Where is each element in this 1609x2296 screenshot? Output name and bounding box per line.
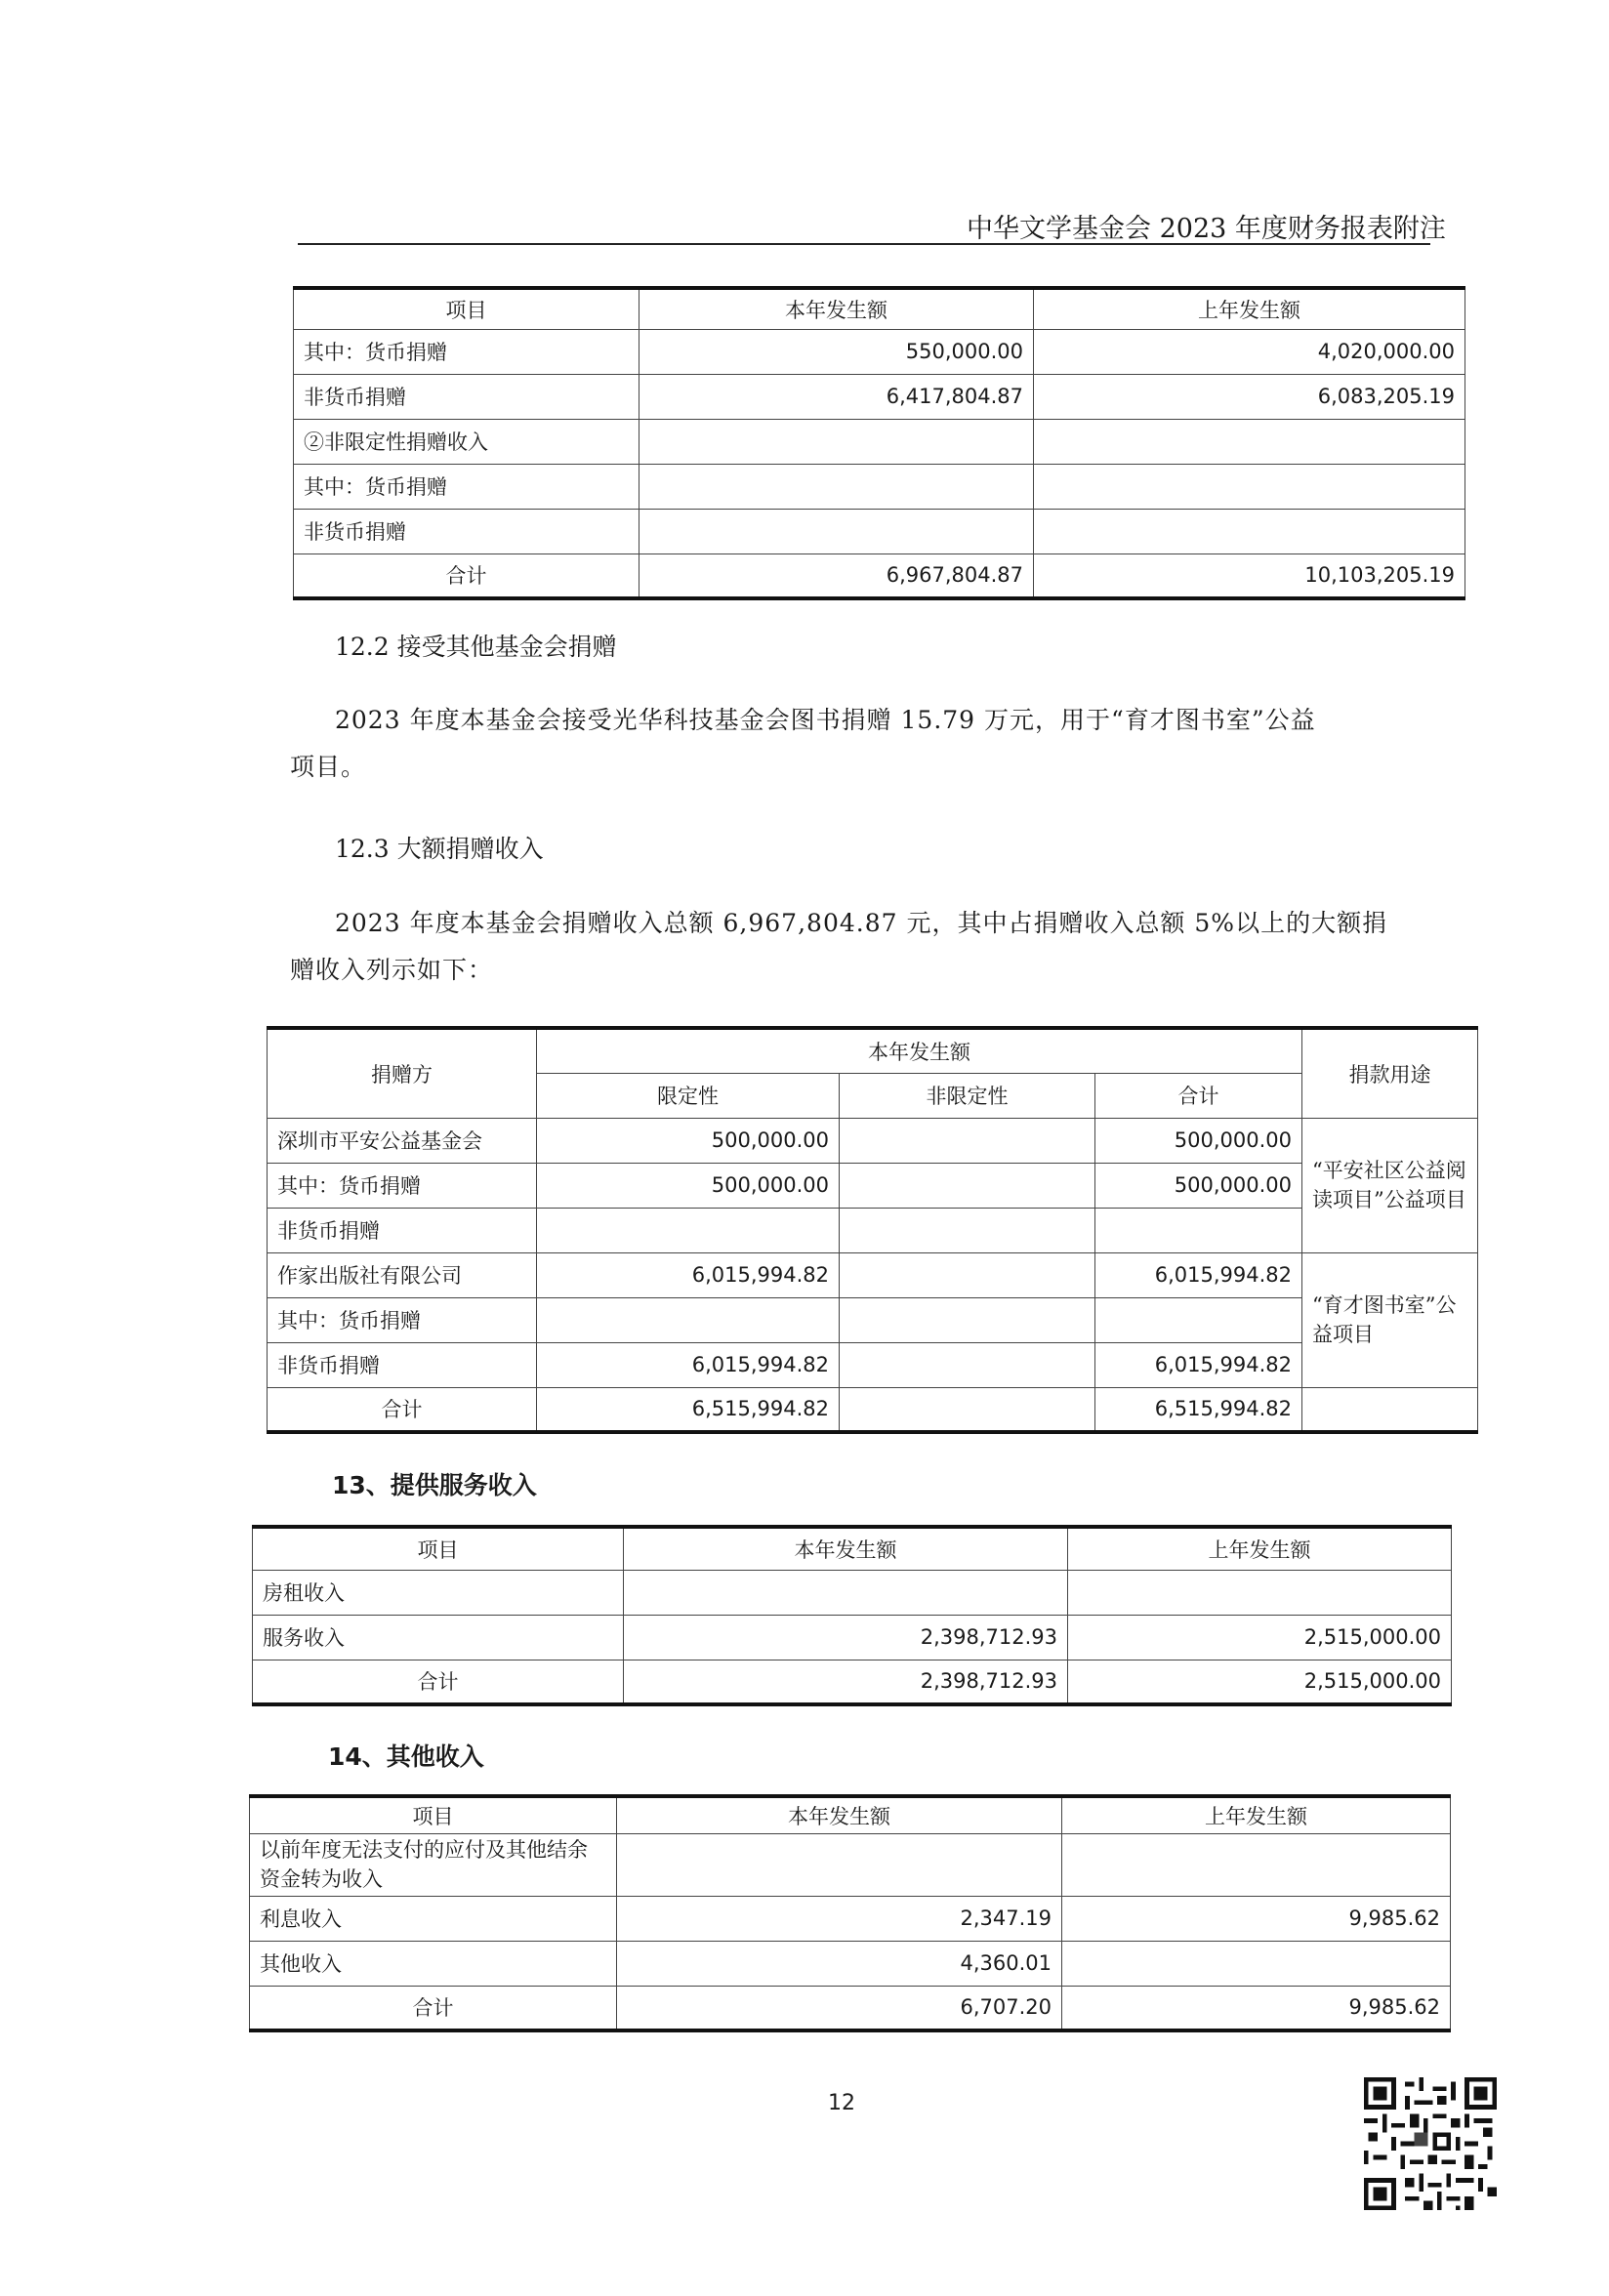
col-header-donor: 捐赠方	[268, 1028, 537, 1118]
donor-name: 作家出版社有限公司	[268, 1252, 537, 1297]
table-row	[294, 419, 1465, 464]
total-current-year: 2,398,712.93	[624, 1660, 1068, 1704]
unrestricted-value	[840, 1118, 1095, 1163]
total-label: 合计	[253, 1660, 624, 1704]
total-unrestricted	[840, 1387, 1095, 1432]
prior-year-value	[1034, 419, 1465, 464]
prior-year-value	[1068, 1570, 1452, 1615]
section-heading-12-2: 12.2 接受其他基金会捐赠	[335, 633, 617, 661]
current-year-value	[639, 464, 1034, 509]
prior-year-value: 9,985.62	[1062, 1896, 1451, 1941]
large-donations-table	[267, 1026, 1478, 1434]
row-label: 利息收入	[250, 1896, 617, 1941]
table-row	[268, 1163, 1478, 1208]
row-label: 其中：货币捐赠	[294, 464, 639, 509]
table-row	[253, 1615, 1452, 1660]
section-heading-13: 13、提供服务收入	[332, 1471, 537, 1499]
qr-code-icon	[1364, 2077, 1497, 2210]
unrestricted-value	[840, 1342, 1095, 1387]
unrestricted-value	[840, 1252, 1095, 1297]
row-label: ②非限定性捐赠收入	[294, 419, 639, 464]
current-year-value	[624, 1570, 1068, 1615]
donor-name: 其中：货币捐赠	[268, 1297, 537, 1342]
table-row	[294, 464, 1465, 509]
unrestricted-value	[840, 1297, 1095, 1342]
table-row	[294, 509, 1465, 554]
unrestricted-value	[840, 1163, 1095, 1208]
subtotal-value	[1095, 1208, 1302, 1252]
total-label: 合计	[294, 554, 639, 598]
restricted-value: 6,015,994.82	[537, 1252, 840, 1297]
table-row	[268, 1297, 1478, 1342]
current-year-value: 550,000.00	[639, 329, 1034, 374]
total-purpose	[1302, 1387, 1478, 1432]
total-prior-year: 10,103,205.19	[1034, 554, 1465, 598]
total-label: 合计	[250, 1986, 617, 2030]
service-income-table	[252, 1525, 1452, 1706]
subtotal-value: 500,000.00	[1095, 1118, 1302, 1163]
col-header-subtotal: 合计	[1095, 1073, 1302, 1118]
current-year-value	[639, 419, 1034, 464]
row-label: 房租收入	[253, 1570, 624, 1615]
prior-year-value	[1034, 509, 1465, 554]
unrestricted-value	[840, 1208, 1095, 1252]
col-header-current-year: 本年发生额	[639, 288, 1034, 329]
table-row	[294, 329, 1465, 374]
col-header-item: 项目	[253, 1527, 624, 1570]
donation-purpose: “平安社区公益阅读项目”公益项目	[1302, 1118, 1478, 1252]
table-row	[250, 1896, 1451, 1941]
col-header-item: 项目	[250, 1796, 617, 1833]
total-prior-year: 2,515,000.00	[1068, 1660, 1452, 1704]
section-heading-14: 14、其他收入	[328, 1742, 484, 1771]
donation-income-table	[293, 286, 1465, 600]
paragraph-12-3-line2: 赠收入列示如下：	[290, 956, 494, 984]
total-label: 合计	[268, 1387, 537, 1432]
total-restricted: 6,515,994.82	[537, 1387, 840, 1432]
col-header-restricted: 限定性	[537, 1073, 840, 1118]
total-current-year: 6,707.20	[617, 1986, 1062, 2030]
total-row	[253, 1660, 1452, 1704]
col-header-current-year: 本年发生额	[617, 1796, 1062, 1833]
page-number: 12	[828, 2091, 855, 2115]
restricted-value: 500,000.00	[537, 1163, 840, 1208]
prior-year-value	[1062, 1833, 1451, 1896]
col-header-current-year: 本年发生额	[624, 1527, 1068, 1570]
current-year-value: 2,347.19	[617, 1896, 1062, 1941]
current-year-value	[639, 509, 1034, 554]
prior-year-value	[1034, 464, 1465, 509]
prior-year-value: 2,515,000.00	[1068, 1615, 1452, 1660]
restricted-value	[537, 1208, 840, 1252]
page-header-title: 中华文学基金会 2023 年度财务报表附注	[967, 214, 1446, 244]
subtotal-value: 500,000.00	[1095, 1163, 1302, 1208]
paragraph-12-2-line2: 项目。	[290, 753, 367, 781]
paragraph-12-2-line1: 2023 年度本基金会接受光华科技基金会图书捐赠 15.79 万元，用于“育才图书室”公益	[335, 706, 1316, 734]
col-header-unrestricted: 非限定性	[840, 1073, 1095, 1118]
table-row	[253, 1570, 1452, 1615]
total-row	[250, 1986, 1451, 2030]
subtotal-value: 6,015,994.82	[1095, 1342, 1302, 1387]
subtotal-value: 6,015,994.82	[1095, 1252, 1302, 1297]
current-year-value	[617, 1833, 1062, 1896]
total-row	[268, 1387, 1478, 1432]
current-year-value: 2,398,712.93	[624, 1615, 1068, 1660]
donor-name: 其中：货币捐赠	[268, 1163, 537, 1208]
total-prior-year: 9,985.62	[1062, 1986, 1451, 2030]
table-row	[268, 1208, 1478, 1252]
current-year-value: 6,417,804.87	[639, 374, 1034, 419]
other-income-table	[249, 1794, 1451, 2032]
row-label: 非货币捐赠	[294, 374, 639, 419]
prior-year-value	[1062, 1941, 1451, 1986]
header-rule	[298, 243, 1430, 245]
restricted-value	[537, 1297, 840, 1342]
total-row	[294, 554, 1465, 598]
subtotal-value	[1095, 1297, 1302, 1342]
row-label: 服务收入	[253, 1615, 624, 1660]
donor-name: 非货币捐赠	[268, 1208, 537, 1252]
paragraph-12-3-line1: 2023 年度本基金会捐赠收入总额 6,967,804.87 元，其中占捐赠收入总额 5%以上的大额捐	[335, 909, 1388, 937]
table-row	[268, 1342, 1478, 1387]
total-subtotal: 6,515,994.82	[1095, 1387, 1302, 1432]
donation-purpose: “育才图书室”公益项目	[1302, 1252, 1478, 1387]
table-row	[250, 1833, 1451, 1896]
table-row	[294, 374, 1465, 419]
col-header-purpose: 捐款用途	[1302, 1028, 1478, 1118]
col-header-prior-year: 上年发生额	[1068, 1527, 1452, 1570]
col-header-item: 项目	[294, 288, 639, 329]
restricted-value: 6,015,994.82	[537, 1342, 840, 1387]
total-current-year: 6,967,804.87	[639, 554, 1034, 598]
donor-name: 非货币捐赠	[268, 1342, 537, 1387]
table-row	[268, 1118, 1478, 1163]
restricted-value: 500,000.00	[537, 1118, 840, 1163]
row-label: 非货币捐赠	[294, 509, 639, 554]
row-label: 以前年度无法支付的应付及其他结余资金转为收入	[250, 1833, 617, 1896]
col-header-current-year-group: 本年发生额	[537, 1028, 1302, 1073]
prior-year-value: 4,020,000.00	[1034, 329, 1465, 374]
section-heading-12-3: 12.3 大额捐赠收入	[335, 835, 544, 863]
row-label: 其中：货币捐赠	[294, 329, 639, 374]
table-row	[250, 1941, 1451, 1986]
row-label: 其他收入	[250, 1941, 617, 1986]
current-year-value: 4,360.01	[617, 1941, 1062, 1986]
col-header-prior-year: 上年发生额	[1034, 288, 1465, 329]
table-row	[268, 1252, 1478, 1297]
donor-name: 深圳市平安公益基金会	[268, 1118, 537, 1163]
prior-year-value: 6,083,205.19	[1034, 374, 1465, 419]
col-header-prior-year: 上年发生额	[1062, 1796, 1451, 1833]
